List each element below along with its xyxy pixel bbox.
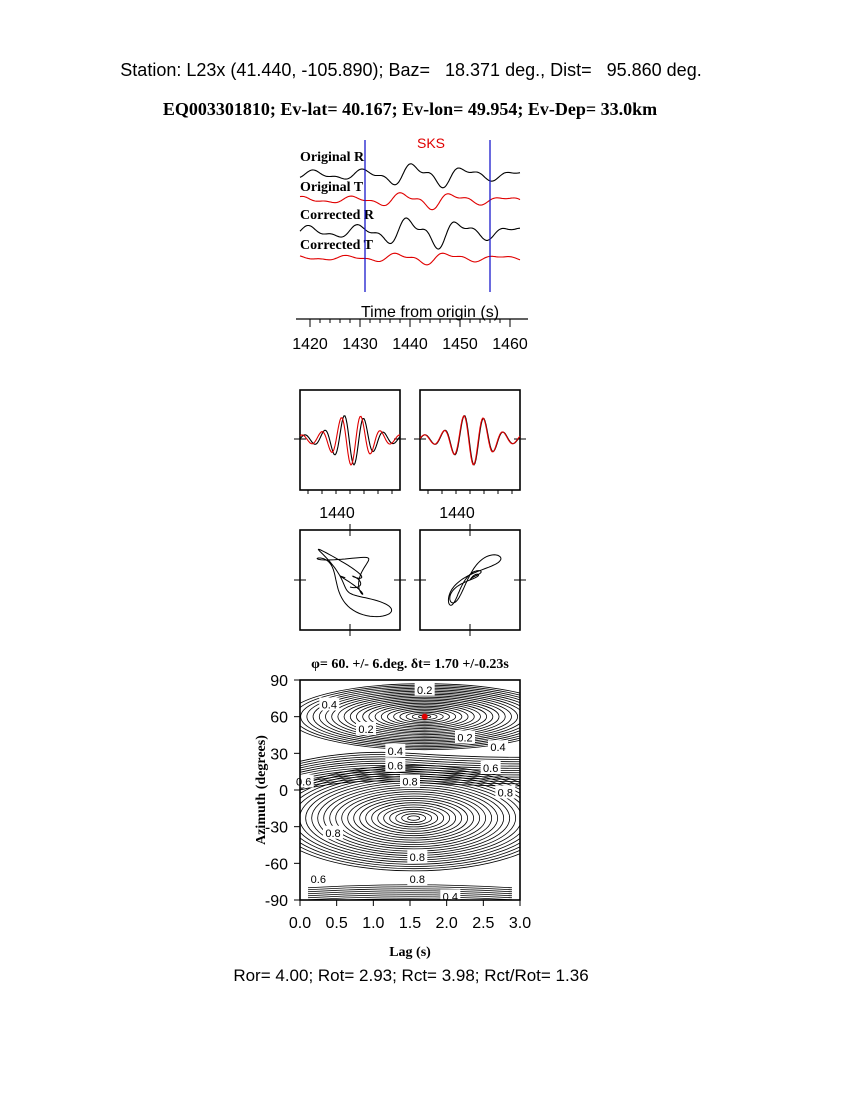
particle-motion-panels	[294, 524, 526, 636]
contour-label: 0.6	[387, 760, 403, 773]
contour-line	[308, 893, 512, 896]
event-line: EQ003301810; Ev-lat= 40.167; Ev-lon= 49.954; Ev-Dep= 33.0km	[162, 99, 658, 119]
contour-label: 0.4	[387, 745, 403, 758]
azimuth-tick-label: 30	[270, 746, 288, 764]
contour-line	[330, 787, 498, 849]
contour-line	[308, 887, 512, 890]
seismogram-tick-label: 1450	[442, 336, 478, 353]
particle-motion-traces	[294, 524, 526, 636]
contour-line	[324, 785, 504, 851]
seismogram-trace-label: Original T	[300, 180, 364, 195]
lag-tick-label: 2.0	[435, 915, 458, 932]
seismogram-x-label: Time from origin (s)	[360, 304, 500, 321]
ratio-line: Ror= 4.00; Rot= 2.93; Rct= 3.98; Rct/Rot= 1.36	[233, 966, 589, 985]
seismogram-trace-label: Original R	[300, 150, 365, 165]
seismogram-trace-label: Corrected R	[300, 208, 374, 223]
seismogram-tick-label: 1430	[342, 336, 378, 353]
contour-line	[402, 814, 426, 823]
overlay-trace	[300, 416, 400, 465]
waveform-overlay-panels	[294, 390, 526, 522]
contour-label: 0.2	[457, 732, 473, 745]
contour-line	[408, 816, 420, 820]
seismogram-labels	[300, 150, 375, 253]
contour-line	[390, 809, 438, 827]
contour-label: 0.6	[483, 763, 499, 775]
particle-motion-trace	[317, 549, 391, 616]
contour-line	[318, 783, 510, 853]
error-surface-plot	[254, 657, 561, 960]
phase-label: SKS	[416, 135, 446, 151]
lag-tick-label: 2.5	[472, 915, 495, 932]
best-fit-marker	[422, 714, 428, 720]
contour-label: 0.6	[296, 776, 312, 789]
overlay-trace	[300, 416, 400, 465]
contour-line	[384, 807, 444, 829]
lag-tick-label: 0.0	[288, 915, 312, 932]
contour-line	[360, 798, 468, 838]
contour-line	[366, 801, 462, 836]
seismogram-trace	[300, 253, 520, 265]
contour-label: 0.8	[497, 787, 513, 800]
lag-tick-label: 1.0	[362, 915, 385, 932]
overlay-trace	[420, 416, 520, 465]
seismogram-x-ticks	[292, 319, 528, 353]
azimuth-tick-label: 90	[270, 673, 288, 690]
contour-label: 0.8	[409, 852, 425, 865]
lag-tick-label: 3.0	[508, 915, 532, 932]
overlay-panel-corrected	[420, 390, 520, 490]
contour-line	[378, 805, 450, 831]
waveform-overlay-traces	[294, 416, 526, 494]
contour-label: 0.8	[409, 874, 425, 887]
station-line: Station: L23x (41.440, -105.890); Baz= 18.371 deg., Dist= 95.860 deg.	[120, 60, 702, 80]
overlay-trace	[420, 416, 520, 465]
contour-label: 0.8	[325, 827, 341, 840]
azimuth-tick-label: 0	[279, 783, 288, 800]
azimuth-tick-label: 60	[270, 709, 288, 727]
azimuth-tick-label: -60	[264, 856, 288, 874]
contour-line	[308, 895, 512, 898]
lag-tick-label: 1.5	[398, 915, 422, 932]
error-surface-title: φ= 60. +/- 6.deg. δt= 1.70 +/-0.23s	[311, 657, 509, 672]
azimuth-tick-label: -90	[264, 893, 288, 910]
contour-label: 0.4	[321, 699, 337, 712]
lag-axis-label: Lag (s)	[389, 945, 431, 960]
seismogram-tick-label: 1420	[292, 336, 328, 353]
lag-tick-label: 0.5	[325, 915, 348, 932]
contour-line	[300, 776, 528, 860]
overlay-panel-original	[300, 390, 400, 490]
seismogram-trace-label: Corrected T	[300, 238, 373, 253]
azimuth-axis-label: Azimuth (degrees)	[254, 735, 269, 845]
contour-label: 0.2	[358, 723, 374, 736]
contour-label: 0.4	[442, 891, 458, 904]
seismogram-panel	[292, 135, 528, 353]
contour-line	[348, 794, 480, 842]
contour-line	[308, 889, 512, 892]
contour-label: 0.2	[417, 684, 433, 697]
contour-line	[306, 779, 522, 858]
contour-label: 0.6	[310, 874, 326, 887]
contour-label: 0.4	[490, 742, 506, 755]
seismogram-tick-label: 1460	[492, 336, 528, 353]
overlay-corrected-tick-label: 1440	[439, 505, 475, 522]
particle-motion-trace	[448, 555, 501, 606]
contour-label: 0.8	[402, 776, 418, 789]
azimuth-tick-label: -30	[264, 819, 288, 837]
contour-line	[342, 792, 486, 845]
seismogram-tick-label: 1440	[392, 336, 428, 353]
overlay-original-tick-label: 1440	[319, 505, 355, 522]
contour-line	[308, 891, 512, 894]
